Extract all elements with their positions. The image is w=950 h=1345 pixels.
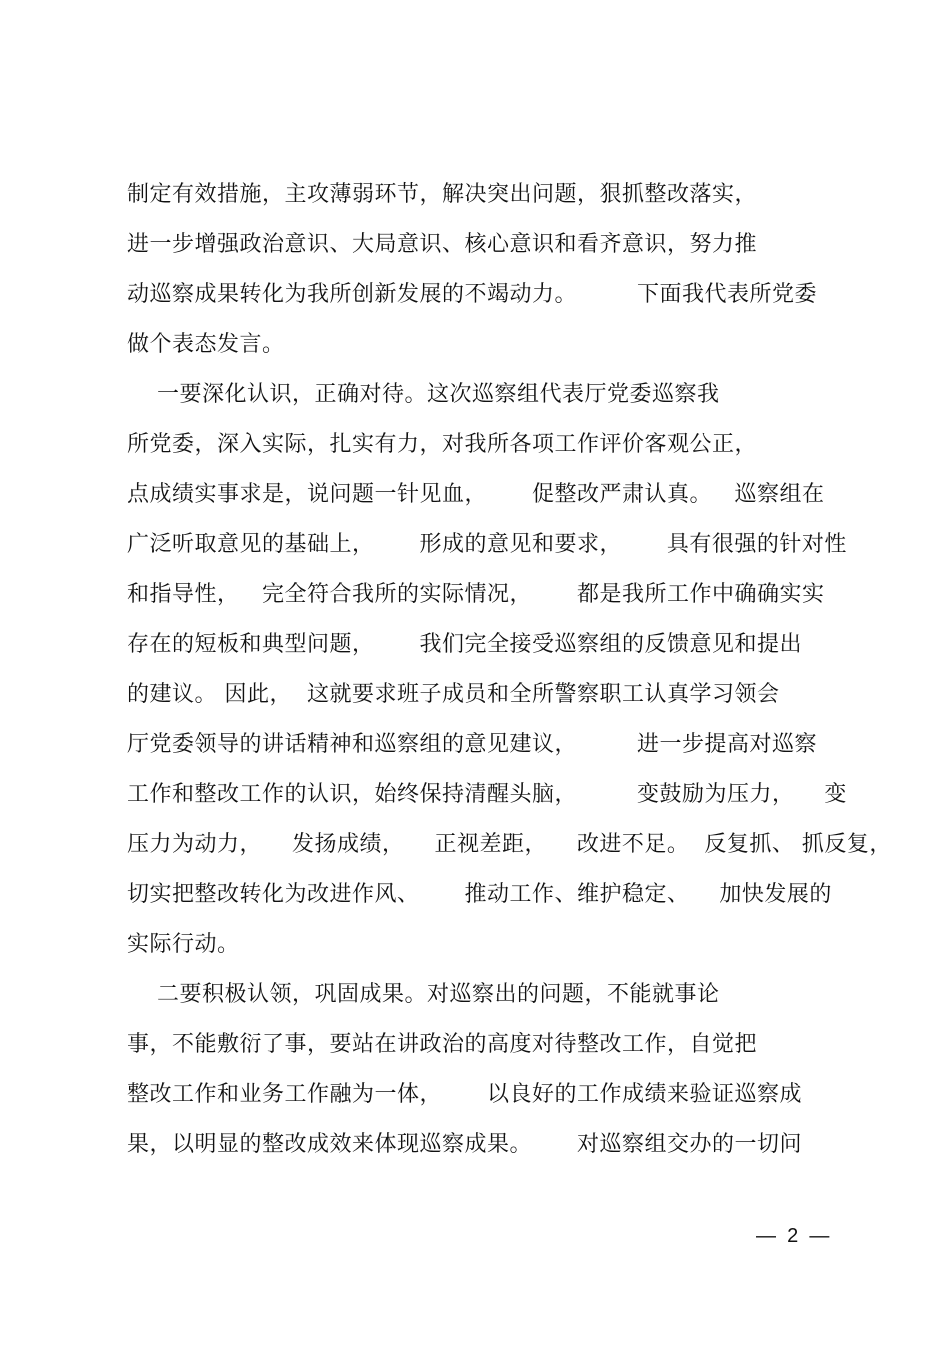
paragraph-line: 压力为动力， 发扬成绩， 正视差距， 改进不足。 反复抓、 抓反复， [127,832,892,857]
paragraph-line: 厅党委领导的讲话精神和巡察组的意见建议， 进一步提高对巡察 [127,732,817,757]
page-number: — 2 — [756,1225,830,1247]
paragraph-line: 事，不能敷衍了事，要站在讲政治的高度对待整改工作，自觉把 [127,1032,758,1057]
paragraph-line: 工作和整改工作的认识，始终保持清醒头脑， 变鼓励为压力， 变 [127,782,847,807]
paragraph-line: 做个表态发言。 [127,332,285,357]
paragraph-line: 广泛听取意见的基础上， 形成的意见和要求， 具有很强的针对性 [127,532,847,557]
paragraph-line: 制定有效措施，主攻薄弱环节，解决突出问题，狠抓整改落实， [127,182,758,207]
paragraph-line: 果，以明显的整改成效来体现巡察成果。 对巡察组交办的一切问 [127,1132,802,1157]
paragraph-line: 存在的短板和典型问题， 我们完全接受巡察组的反馈意见和提出 [127,632,802,657]
paragraph-line: 整改工作和业务工作融为一体， 以良好的工作成绩来验证巡察成 [127,1082,802,1107]
paragraph-line: 动巡察成果转化为我所创新发展的不竭动力。 下面我代表所党委 [127,282,817,307]
paragraph-line: 二要积极认领，巩固成果。对巡察出的问题，不能就事论 [127,982,720,1007]
paragraph-line: 实际行动。 [127,932,240,957]
paragraph-line: 所党委，深入实际，扎实有力，对我所各项工作评价客观公正， [127,432,758,457]
paragraph-line: 的建议。 因此， 这就要求班子成员和全所警察职工认真学习领会 [127,682,780,707]
paragraph-line: 和指导性， 完全符合我所的实际情况， 都是我所工作中确确实实 [127,582,825,607]
paragraph-line: 一要深化认识，正确对待。这次巡察组代表厅党委巡察我 [127,382,720,407]
paragraph-line: 点成绩实事求是，说问题一针见血， 促整改严肃认真。 巡察组在 [127,482,825,507]
paragraph-line: 切实把整改转化为改进作风、 推动工作、维护稳定、 加快发展的 [127,882,832,907]
paragraph-line: 进一步增强政治意识、大局意识、核心意识和看齐意识，努力推 [127,232,758,257]
